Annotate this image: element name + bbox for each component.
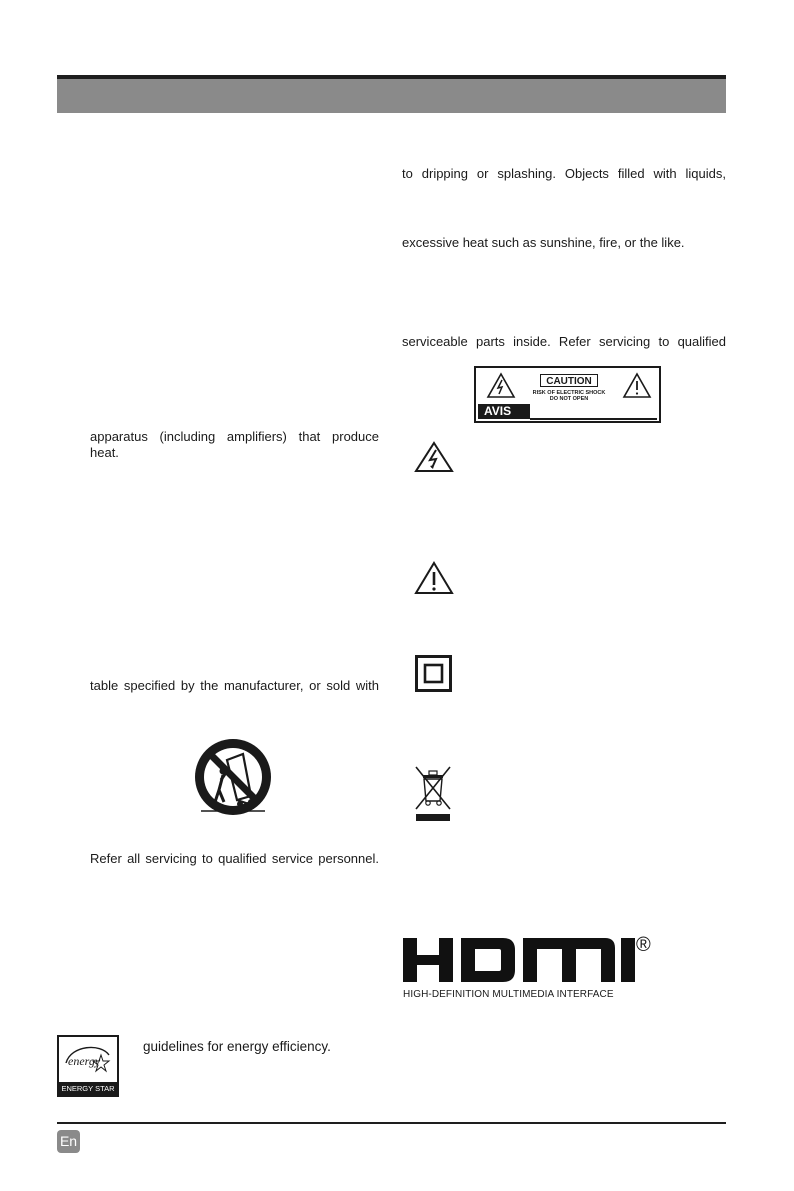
hdmi-caption: HIGH-DEFINITION MULTIMEDIA INTERFACE xyxy=(403,989,614,1000)
caution-subtitle-1: RISK OF ELECTRIC SHOCK xyxy=(532,390,606,396)
avis-bar: AVIS xyxy=(478,404,530,419)
svg-text:energy: energy xyxy=(68,1054,101,1068)
caution-exclamation-icon xyxy=(622,372,652,399)
left-text-line-2: table specified by the manufacturer, or sold with xyxy=(90,678,379,693)
right-text-line-2: excessive heat such as sunshine, fire, or the like. xyxy=(402,235,685,250)
exclamation-triangle-icon xyxy=(414,561,454,595)
caution-subtitle-2: DO NOT OPEN xyxy=(549,396,589,402)
lightning-triangle-icon xyxy=(414,441,454,473)
left-text-line-3: Refer all servicing to qualified service personnel. xyxy=(90,851,379,866)
hdmi-logo xyxy=(403,938,635,982)
right-text-line-1: to dripping or splashing. Objects filled with liquids, xyxy=(402,166,726,181)
hdmi-registered-mark: ® xyxy=(636,934,651,956)
crossed-out-bin-icon xyxy=(414,765,452,822)
caution-label xyxy=(474,366,661,423)
left-text-line-1: apparatus (including amplifiers) that produce heat. xyxy=(90,429,379,460)
avis-rule xyxy=(530,418,657,420)
caution-lightning-icon xyxy=(486,372,516,399)
energy-star-caption: ENERGY STAR xyxy=(59,1082,117,1095)
language-tab: En xyxy=(57,1130,80,1153)
caution-subtitle xyxy=(524,390,614,402)
double-insulation-icon xyxy=(415,655,452,692)
energy-text: guidelines for energy efficiency. xyxy=(143,1039,331,1054)
footer-rule xyxy=(57,1122,726,1124)
caution-title: CAUTION xyxy=(540,374,598,387)
right-text-line-3: serviceable parts inside. Refer servicing to qualified xyxy=(402,334,726,349)
header-bar xyxy=(57,75,726,113)
energy-star-icon xyxy=(57,1035,119,1097)
cart-warning-icon xyxy=(193,738,273,818)
